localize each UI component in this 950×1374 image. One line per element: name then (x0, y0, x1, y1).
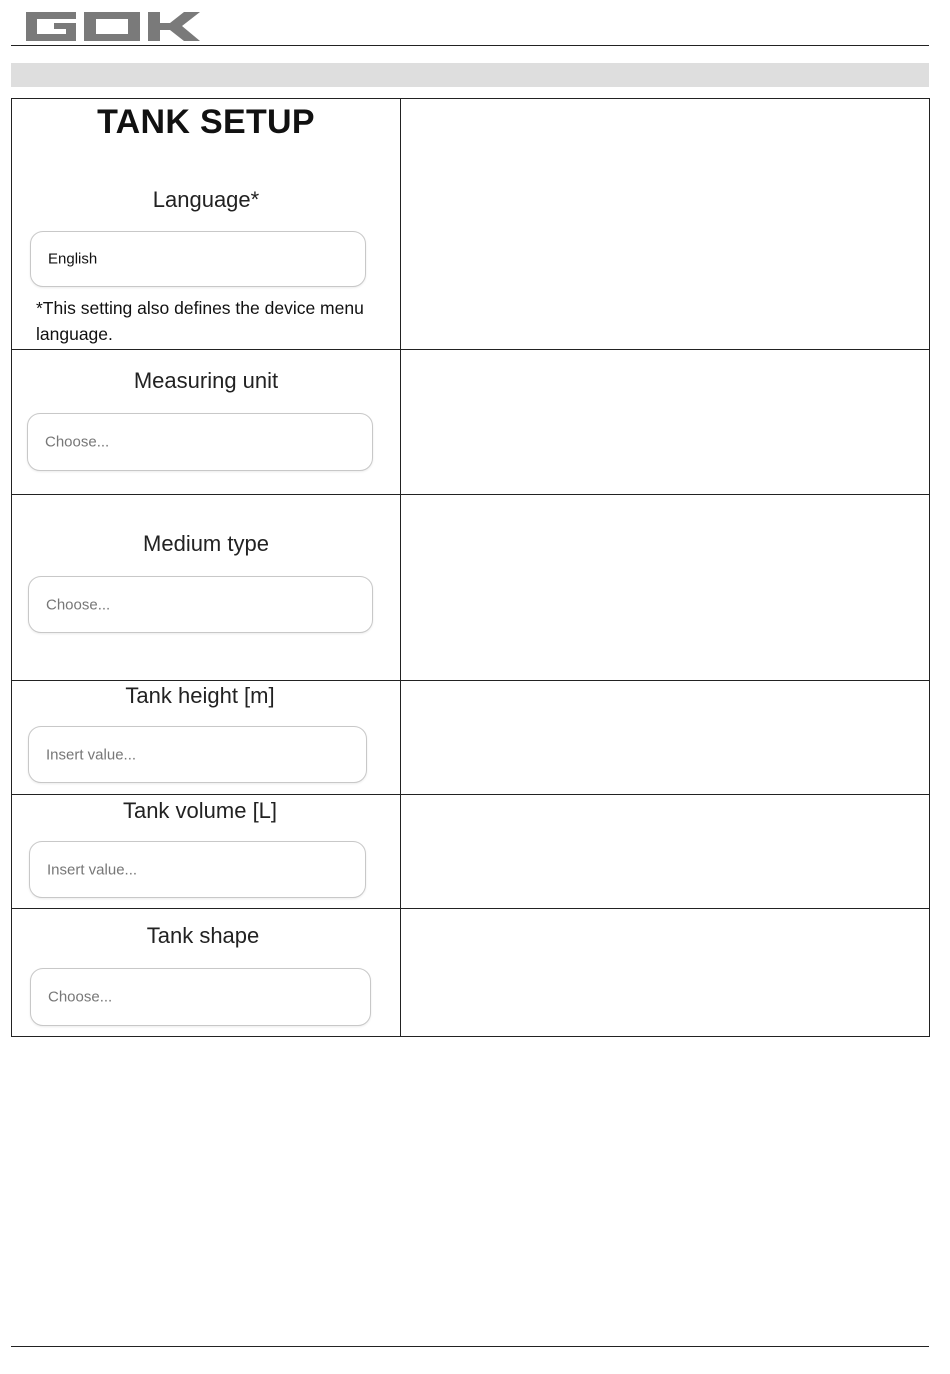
description-cell (401, 495, 930, 681)
tank-setup-table (11, 98, 930, 1037)
medium-type-placeholder: Choose... (46, 596, 111, 613)
screen-cell (12, 99, 401, 350)
tank-volume-placeholder: Insert value... (47, 861, 138, 878)
tank-shape-placeholder: Choose... (48, 988, 113, 1006)
gok-logo (24, 10, 202, 42)
table-row (12, 909, 930, 1037)
language-label: Language* (152, 187, 260, 212)
page-title: TANK SETUP (97, 103, 315, 141)
table-row (12, 495, 930, 681)
tank-height-placeholder: Insert value... (46, 746, 137, 763)
screen-cell (12, 495, 401, 681)
tank-height-input[interactable] (28, 726, 367, 783)
description-cell (401, 909, 930, 1037)
tank-volume-label: Tank volume [L] (122, 798, 278, 823)
medium-type-select[interactable] (28, 576, 373, 633)
medium-type-label: Medium type (143, 531, 269, 556)
tank-volume-input[interactable] (29, 841, 366, 898)
section-band (11, 63, 929, 87)
tank-shape-select[interactable] (30, 968, 371, 1026)
language-value: English (48, 250, 98, 268)
description-cell (401, 99, 930, 350)
tank-shape-label: Tank shape (146, 923, 260, 948)
screen-cell (12, 795, 401, 909)
table-row (12, 350, 930, 495)
description-cell (401, 795, 930, 909)
footer-rule (11, 1346, 929, 1347)
measuring-unit-select[interactable] (27, 413, 373, 471)
description-cell (401, 350, 930, 495)
screen-cell (12, 350, 401, 495)
screen-cell (12, 681, 401, 795)
measuring-unit-label: Measuring unit (133, 368, 279, 393)
table-row (12, 681, 930, 795)
screen-cell (12, 909, 401, 1037)
table-row (12, 99, 930, 350)
header-rule (11, 45, 929, 46)
language-note: *This setting also defines the device menu language. (36, 298, 364, 344)
description-cell (401, 681, 930, 795)
tank-height-label: Tank height [m] (125, 683, 275, 708)
measuring-unit-placeholder: Choose... (45, 433, 110, 451)
language-select[interactable] (30, 231, 366, 287)
table-row (12, 795, 930, 909)
